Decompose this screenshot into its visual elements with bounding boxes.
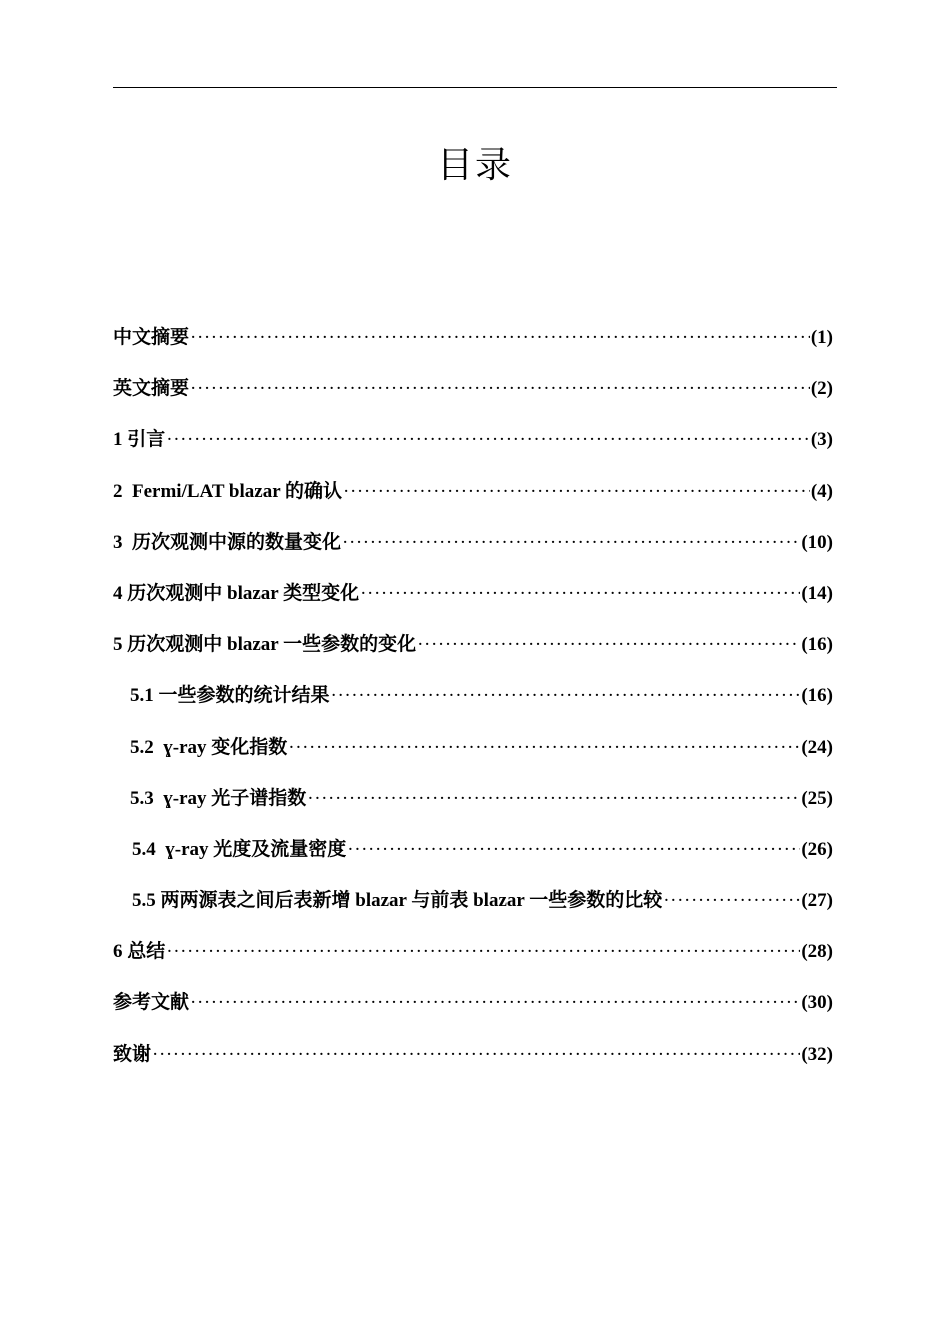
- toc-page-number: (30): [801, 992, 833, 1014]
- toc-page-number: (24): [801, 736, 833, 758]
- toc-subentry[interactable]: [113, 881, 833, 932]
- toc-entry-text: 4 历次观测中 blazar 类型变化: [113, 582, 360, 604]
- toc-entry[interactable]: [113, 472, 833, 523]
- toc-page-number: (1): [810, 327, 833, 348]
- toc-page-number: (32): [801, 1043, 833, 1065]
- toc-page-number: (2): [810, 378, 833, 400]
- toc-dot-leader: [190, 318, 810, 358]
- toc-entry[interactable]: [113, 318, 833, 369]
- toc-entry-text: 5.3 ɣ-ray 光子谱指数: [130, 787, 307, 809]
- toc-entry-text: 致谢: [113, 1043, 152, 1065]
- toc-page-number: (4): [810, 480, 833, 502]
- toc-entry[interactable]: [113, 983, 833, 1034]
- toc-subentry[interactable]: [113, 676, 833, 727]
- page-title: 目录: [436, 145, 513, 185]
- toc-page-number: (16): [801, 634, 833, 656]
- toc-entry-text: 1 引言: [113, 429, 166, 451]
- toc-page-number: (27): [801, 890, 833, 912]
- toc-entry[interactable]: [113, 625, 833, 676]
- toc-page-number: (10): [801, 531, 833, 553]
- toc-entry-text: 参考文献: [113, 992, 190, 1014]
- toc-entry[interactable]: [113, 574, 833, 625]
- toc-entry[interactable]: [113, 523, 833, 574]
- toc-entry-text: 2 Fermi/LAT blazar 的确认: [113, 480, 343, 502]
- toc-page-number: (3): [810, 429, 833, 451]
- toc-dot-leader: [166, 420, 810, 460]
- toc-page-number: (14): [801, 582, 833, 604]
- toc-dot-leader: [190, 369, 810, 409]
- toc-dot-leader: [288, 728, 800, 768]
- toc-entry-text: 5.4 ɣ-ray 光度及流量密度: [132, 838, 347, 860]
- toc-entry-text: 5.1 一些参数的统计结果: [130, 685, 330, 707]
- toc-dot-leader: [152, 1035, 800, 1075]
- toc-subentry[interactable]: [113, 728, 833, 779]
- toc-entry[interactable]: [113, 932, 833, 983]
- toc-dot-leader: [360, 574, 800, 614]
- toc-page-number: (28): [801, 941, 833, 963]
- toc-dot-leader: [307, 779, 800, 819]
- toc-entry-text: 5.2 ɣ-ray 变化指数: [130, 736, 288, 758]
- toc-entry-text: 5 历次观测中 blazar 一些参数的变化: [113, 634, 417, 656]
- table-of-contents: [113, 318, 833, 1086]
- toc-page-number: (26): [801, 838, 833, 860]
- toc-entry-text: 5.5 两两源表之间后表新增 blazar 与前表 blazar 一些参数的比较: [132, 890, 663, 912]
- toc-dot-leader: [347, 830, 800, 870]
- toc-entry-text: 中文摘要: [113, 327, 190, 348]
- toc-entry[interactable]: [113, 1035, 833, 1086]
- toc-page-number: (16): [801, 685, 833, 707]
- toc-page-number: (25): [801, 787, 833, 809]
- toc-entry[interactable]: [113, 369, 833, 420]
- toc-dot-leader: [417, 625, 800, 665]
- toc-entry-text: 3 历次观测中源的数量变化: [113, 531, 342, 553]
- toc-dot-leader: [343, 472, 810, 512]
- toc-dot-leader: [342, 523, 800, 563]
- toc-dot-leader: [166, 932, 800, 972]
- toc-entry-text: 英文摘要: [113, 378, 190, 400]
- toc-dot-leader: [663, 881, 800, 921]
- toc-entry[interactable]: [113, 420, 833, 471]
- toc-dot-leader: [190, 983, 800, 1023]
- toc-dot-leader: [331, 676, 801, 716]
- header-rule: [113, 87, 837, 88]
- toc-subentry[interactable]: [113, 830, 833, 881]
- toc-entry-text: 6 总结: [113, 941, 166, 963]
- toc-subentry[interactable]: [113, 779, 833, 830]
